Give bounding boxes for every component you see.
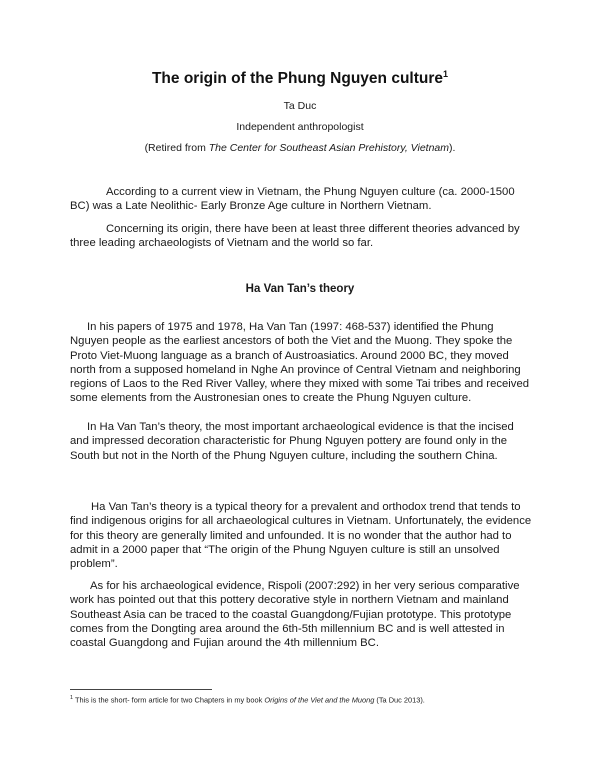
footnote-mark: 1 <box>70 695 74 701</box>
intro-paragraph-2: Concerning its origin, there have been at least three different theories advanced by three leading archaeologists of Vietnam and the world so far. <box>70 223 520 250</box>
author-retired-note: (Retired from The Center for Southeast Asian Prehistory, Vietnam). <box>144 142 456 154</box>
title-footnote-mark: 1 <box>443 68 449 79</box>
section-paragraph-1: In his papers of 1975 and 1978, Ha Van Tan (1997: 468-537) identified the Phung Nguyen people as the earliest ancestors of both the Viet and the Muong. They spoke the Proto Viet-Muong language as a branch of Austroasiatics. Around 2000 BC, they moved north from a supposed homeland in Nghe An province of Central Vietnam and neighboring regions of Laos to the Red River Valley, where they mixed with some Tai tribes and received some elements from the Austronesian ones to create the Phung Nguyen culture. <box>70 321 530 405</box>
section-heading: Ha Van Tan’s theory <box>245 283 355 295</box>
section-paragraph-4: As for his archaeological evidence, Rispoli (2007:292) in her very serious comparative work has pointed out that this pottery decorative style in northern Vietnam and mainland Southeast Asia can be traced to the coastal Guangdong/Fujian prototype. This prototype comes from the Dongting area around the 6th-5th millennium BC and is well attested in coastal Guangdong and Fujian around the 4th millennium BC. <box>70 580 520 650</box>
title-text: The origin of the Phung Nguyen culture <box>151 70 444 87</box>
author-name: Ta Duc <box>283 100 317 112</box>
retired-institution: The Center for Southeast Asian Prehistory, Vietnam <box>208 142 450 154</box>
section-paragraph-2: In Ha Van Tan’s theory, the most important archaeological evidence is that the incised and impressed decoration characteristic for Phung Nguyen pottery are found only in the South but not in the North of the Phung Nguyen culture, including the southern China. <box>70 421 514 462</box>
intro-paragraph-1: According to a current view in Vietnam, the Phung Nguyen culture (ca. 2000-1500 BC) was a Late Neolithic- Early Bronze Age culture in Northern Vietnam. <box>70 186 515 213</box>
footnote-book-title: Origins of the Viet and the Muong <box>264 695 375 705</box>
author-affiliation: Independent anthropologist <box>236 121 364 133</box>
footnote-divider <box>70 689 212 690</box>
footnote: $^1$ This is the short- form article for two Chapters in my book Origins of the Viet and the Muong (Ta Duc 2013). <box>70 695 425 705</box>
section-paragraph-3: Ha Van Tan’s theory is a typical theory for a prevalent and orthodox trend that tends to find indigenous origins for all archaeological cultures in Vietnam. Unfortunately, the evidence for this theory are generally limited and unfounded. It is no wonder that the author had to admit in a 2000 paper that “The origin of the Phung Nguyen culture is still an unsolved problem”. <box>70 501 532 571</box>
document-title <box>0 70 600 88</box>
